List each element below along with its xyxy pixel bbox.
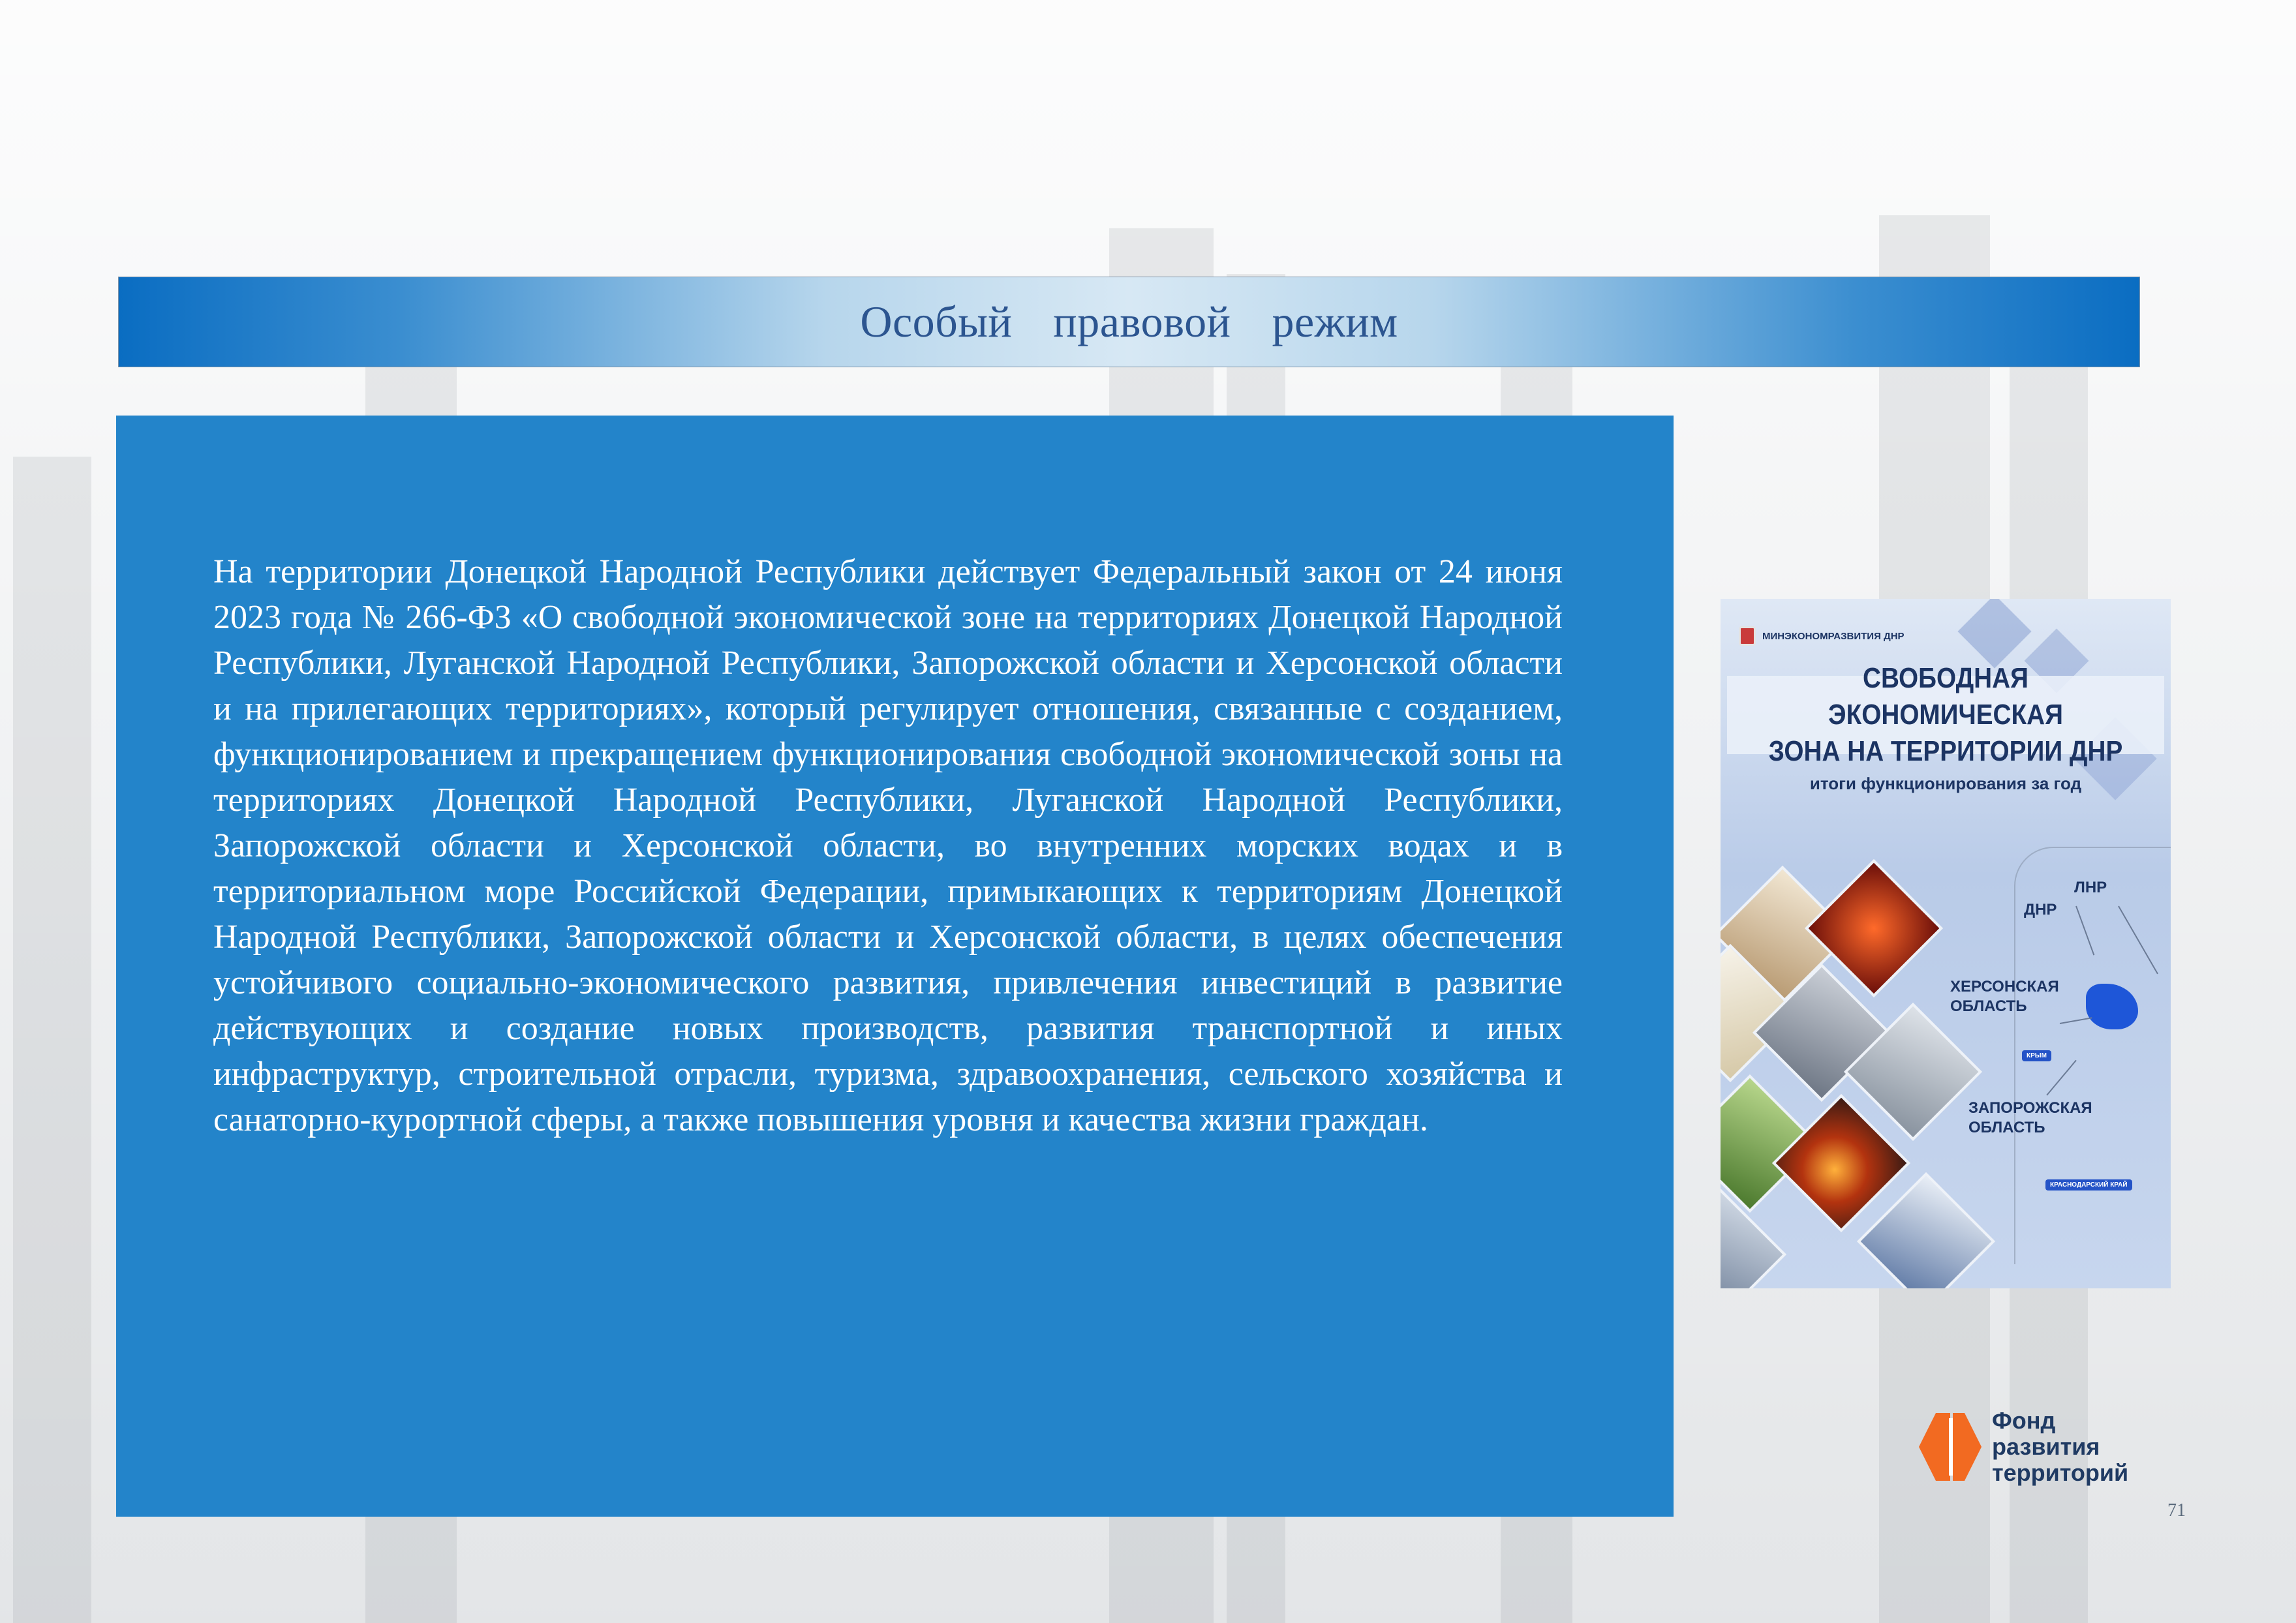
map-label-zaporozhye: ЗАПОРОЖСКАЯ ОБЛАСТЬ <box>1968 1099 2092 1136</box>
emblem-icon <box>1739 626 1756 646</box>
map-tag-krasnodar: КРАСНОДАРСКИЙ КРАЙ <box>2045 1179 2132 1191</box>
map-label-lnr: ЛНР <box>2074 879 2107 896</box>
text-panel <box>116 416 1674 1517</box>
map-tag-crimea: КРЫМ <box>2022 1050 2051 1061</box>
cover-subtitle: итоги функционирования за год <box>1809 774 2082 793</box>
title-banner <box>118 277 2140 367</box>
page-title: Особый правовой режим <box>860 297 1398 346</box>
cover-title-box <box>1727 662 2164 767</box>
cover-ministry: МИНЭКОНОМРАЗВИТИЯ ДНР <box>1739 626 1905 646</box>
map-label-dnr: ДНР <box>2024 901 2057 918</box>
map-label-kherson: ХЕРСОНСКАЯ ОБЛАСТЬ <box>1950 978 2059 1015</box>
report-cover-image <box>1721 599 2171 1288</box>
fund-logo-icon <box>1916 1409 1984 1485</box>
page-number: 71 <box>2167 1500 2186 1521</box>
fund-logo-text: Фонд развития территорий <box>1992 1407 2129 1486</box>
body-paragraph: На территории Донецкой Народной Республики действует Федеральный закон от 24 июня 2023 года № 266-ФЗ «О свободной экономической зоне на территориях Донецкой Народной Республики, Луганской Народной Республики, Запорожской области и Херсонской области и на прилегающих территориях», который регулирует отношения, связанные с созданием, функционированием и прекращением функционирования свободной экономической зоны на территориях Донецкой Народной Республики, Луганской Народной Республики, Запорожской области и Херсонской области, во внутренних морских водах и в территориальном море Российской Федерации, примыкающих к территориям Донецкой Народной Республики, Запорожской области и Херсонской области, в целях обеспечения устойчивого социально-экономического развития, привлечения инвестиций в развитие действующих и создание новых производств, развития транспортной и иных инфраструктур, строительной отрасли, туризма, здравоохранения, сельского хозяйства и санаторно-курортной сферы, а также повышения уровня и качества жизни граждан. <box>213 553 1563 1138</box>
cover-title: СВОБОДНАЯ ЭКОНОМИЧЕСКАЯ ЗОНА НА ТЕРРИТОРИИ ДНР <box>1768 662 2123 767</box>
fund-logo <box>1916 1408 2128 1486</box>
